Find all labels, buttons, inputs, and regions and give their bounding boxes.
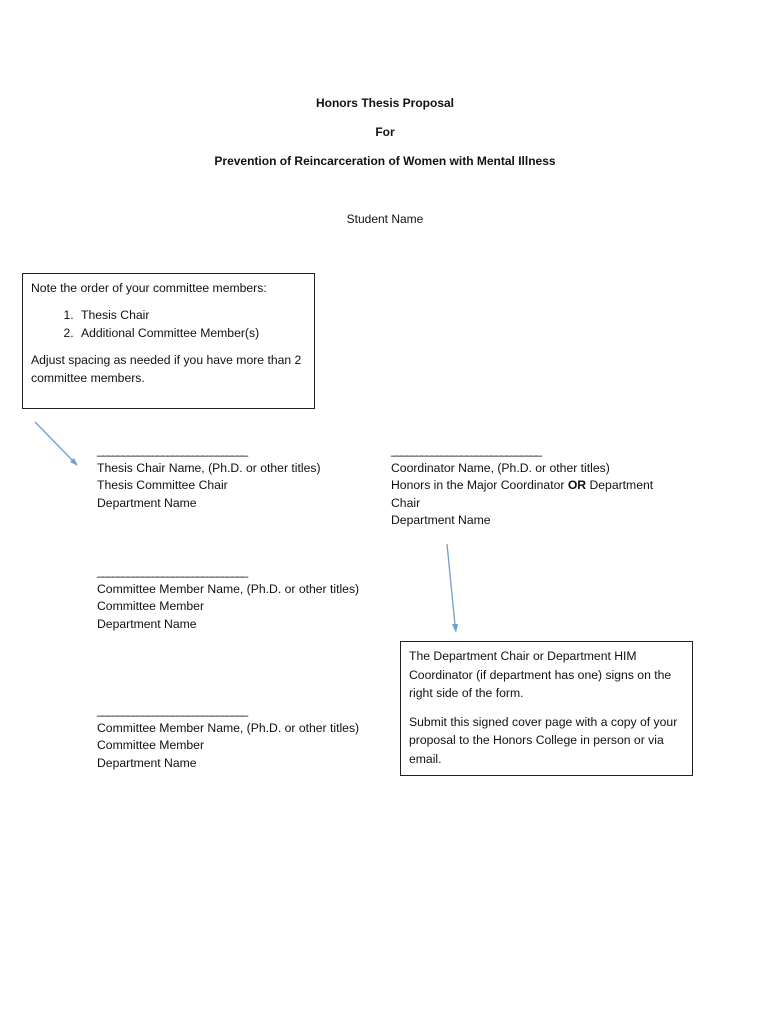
student-name: Student Name (346, 212, 424, 226)
signature-line: ______________________________ (97, 703, 247, 717)
thesis-chair-signature-block (97, 442, 321, 512)
committee-member-name: Committee Member Name, (Ph.D. or other titles) (97, 720, 360, 735)
list-item: 2. Additional Committee Member(s) (77, 324, 306, 343)
committee-member-department: Department Name (97, 755, 197, 770)
coordinator-role-suffix: Department (586, 478, 654, 492)
committee-member-1-signature-block (97, 563, 359, 633)
list-item: 1. Thesis Chair (77, 306, 306, 325)
for-label: For (375, 125, 395, 139)
arrow-to-instructions (447, 544, 458, 633)
arrow-to-thesis-chair (35, 422, 78, 466)
coordinator-role-line-2: Chair (391, 495, 421, 510)
committee-member-role: Committee Member (97, 599, 205, 613)
committee-order-note (22, 273, 315, 409)
coordinator-signature-block (391, 442, 653, 530)
signing-instructions-note (400, 641, 693, 776)
coordinator-role-prefix: Honors in the Major Coordinator (391, 478, 568, 492)
committee-member-name: Committee Member Name, (Ph.D. or other titles) (97, 581, 360, 596)
note-footer: Adjust spacing as needed if you have more than 2 committee members. (31, 352, 302, 385)
committee-member-department: Department Name (97, 616, 197, 631)
signature-line: ______________________________ (391, 443, 541, 457)
instructions-paragraph-2: Submit this signed cover page with a copy of your proposal to the Honors College in person or via email. (409, 714, 678, 766)
document-title: Honors Thesis Proposal (315, 96, 455, 110)
note-heading: Note the order of your committee members: (31, 281, 267, 295)
coordinator-department: Department Name (391, 513, 491, 527)
committee-member-2-signature-block (97, 702, 359, 772)
coordinator-role (391, 477, 653, 495)
coordinator-name: Coordinator Name, (Ph.D. or other titles) (391, 460, 610, 475)
thesis-chair-role: Thesis Committee Chair (97, 478, 228, 492)
instructions-paragraph-1: The Department Chair or Department HIM Coordinator (if department has one) signs on the right side of the form. (409, 649, 672, 700)
committee-member-role: Committee Member (97, 738, 205, 752)
committee-order-list (31, 306, 306, 343)
thesis-chair-name: Thesis Chair Name, (Ph.D. or other titles) (97, 460, 321, 475)
thesis-subtitle: Prevention of Reincarceration of Women with Mental Illness (214, 154, 556, 168)
signature-line: ______________________________ (97, 564, 247, 578)
thesis-chair-department: Department Name (97, 495, 197, 510)
coordinator-role-or: OR (567, 478, 587, 492)
signature-line: ______________________________ (97, 443, 247, 457)
